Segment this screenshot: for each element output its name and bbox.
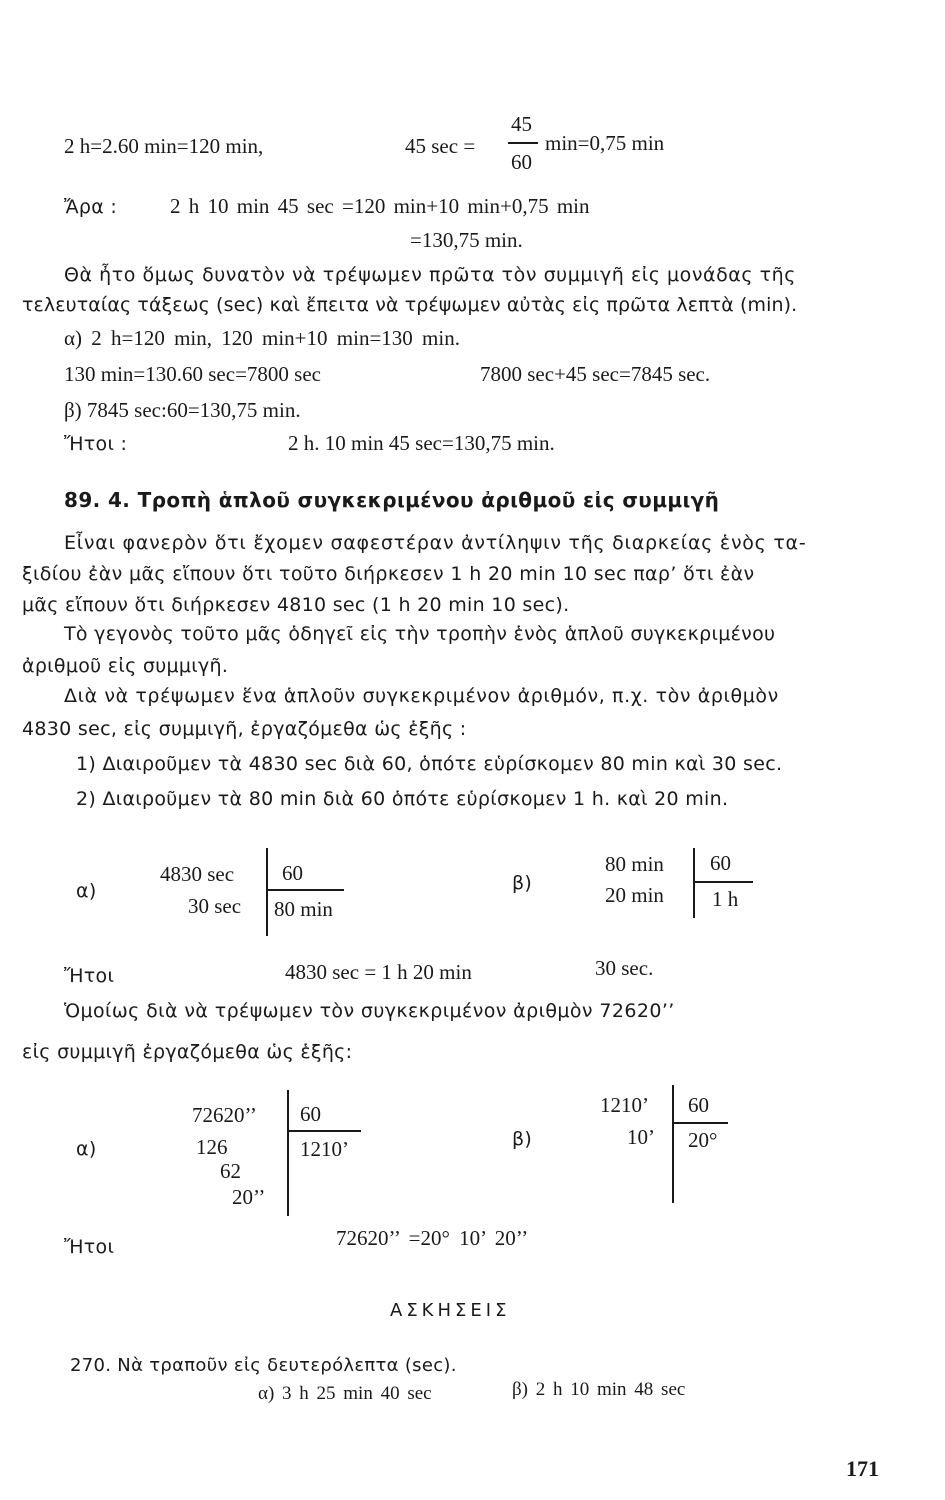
exercise-270-a: α) 3 h 25 min 40 sec: [258, 1383, 432, 1404]
result-expression-tail: 30 sec.: [595, 956, 654, 980]
division-quotient: 1210’: [300, 1137, 349, 1161]
htoi-expression: 2 h. 10 min 45 sec=130,75 min.: [288, 431, 555, 455]
division-bracket-horizontal: [693, 881, 753, 883]
ara-expression: 2 h 10 min 45 sec =120 min+10 min+0,75 min: [170, 194, 590, 218]
division-bracket-horizontal: [266, 889, 344, 891]
division-dividend: 80 min: [605, 852, 664, 876]
division-partial-remainder: 62: [220, 1159, 241, 1183]
division-quotient: 1 h: [712, 887, 739, 911]
paragraph-line: μᾶς εἴπουν ὅτι διήρκεσεν 4810 sec (1 h 20 min 10 sec).: [22, 594, 570, 616]
division-label-alpha: α): [76, 1138, 97, 1160]
division-label-alpha: α): [76, 880, 97, 902]
paragraph-line: 4830 sec, εἰς συμμιγῆ, ἐργαζόμεθα ὡς ἑξῆς :: [22, 718, 467, 740]
division-label-beta: β): [512, 872, 533, 894]
division-bracket-vertical: [672, 1085, 674, 1203]
division-remainder: 20 min: [605, 883, 664, 907]
fraction-numerator: 45: [511, 112, 532, 136]
division-dividend: 4830 sec: [160, 862, 235, 886]
conversion-7800-sec: 7800 sec+45 sec=7845 sec.: [480, 362, 711, 386]
paragraph-line: Διὰ νὰ τρέψωμεν ἕνα ἁπλοῦν συγκεκριμένον ἀριθμόν, π.χ. τὸν ἀριθμὸν: [64, 685, 779, 707]
paragraph-line: Εἶναι φανερὸν ὅτι ἔχομεν σαφεστέραν ἀντίληψιν τῆς διαρκείας ἑνὸς τα-: [64, 532, 807, 554]
conversion-130-min: 130 min=130.60 sec=7800 sec: [64, 362, 321, 386]
result-label: Ἤτοι: [64, 965, 115, 987]
page-number: 171: [846, 1456, 879, 1481]
alpha-conversion: α) 2 h=120 min, 120 min+10 min=130 min.: [64, 326, 460, 350]
fraction-denominator: 60: [511, 150, 532, 174]
paragraph-line: ξιδίου ἐὰν μᾶς εἴπουν ὅτι τοῦτο διήρκεσεν 1 h 20 min 10 sec παρ’ ὅτι ἐὰν: [22, 563, 755, 585]
division-bracket-vertical: [266, 848, 268, 936]
fraction-bar: [508, 142, 538, 144]
result-expression: 4830 sec = 1 h 20 min: [285, 960, 472, 984]
equation-hours-to-min: 2 h=2.60 min=120 min,: [64, 134, 264, 158]
division-partial-remainder: 126: [196, 1135, 228, 1159]
paragraph-line: Ὁμοίως διὰ νὰ τρέψωμεν τὸν συγκεκριμένον ἀριθμὸν 72620’’: [64, 1000, 675, 1022]
division-dividend: 72620’’: [192, 1103, 257, 1127]
division-quotient: 20°: [688, 1128, 718, 1152]
exercise-270-b: β) 2 h 10 min 48 sec: [512, 1379, 686, 1400]
ara-label: Ἄρα :: [64, 196, 118, 218]
beta-conversion: β) 7845 sec:60=130,75 min.: [64, 398, 301, 422]
step-one: 1) Διαιροῦμεν τὰ 4830 sec διὰ 60, ὁπότε εὑρίσκομεν 80 min καὶ 30 sec.: [76, 753, 783, 775]
division-dividend: 1210’: [600, 1093, 649, 1117]
paragraph-line: Τὸ γεγονὸς τοῦτο μᾶς ὁδηγεῖ εἰς τὴν τροπὴν ἑνὸς ἁπλοῦ συγκεκριμένου: [64, 623, 776, 645]
step-two: 2) Διαιροῦμεν τὰ 80 min διὰ 60 ὁπότε εὑρίσκομεν 1 h. καὶ 20 min.: [76, 788, 729, 810]
result-expression: 72620’’ =20° 10’ 20’’: [336, 1226, 529, 1250]
division-bracket-vertical: [693, 848, 695, 918]
htoi-label: Ἤτοι :: [64, 433, 128, 455]
division-bracket-horizontal: [287, 1130, 361, 1132]
section-title: 89. 4. Τροπὴ ἁπλοῦ συγκεκριμένου ἀριθμοῦ εἰς συμμιγῆ: [64, 488, 720, 512]
equation-seconds: 45 sec =: [405, 134, 476, 158]
division-bracket-horizontal: [672, 1122, 728, 1124]
division-divisor: 60: [710, 851, 731, 875]
equation-min-result: min=0,75 min: [545, 131, 665, 155]
division-label-beta: β): [512, 1128, 533, 1150]
division-bracket-vertical: [287, 1090, 289, 1216]
result-label: Ἤτοι: [64, 1236, 115, 1258]
division-quotient: 80 min: [274, 897, 333, 921]
paragraph-line: τελευταίας τάξεως (sec) καὶ ἔπειτα νὰ τρέψωμεν αὐτὰς εἰς πρῶτα λεπτὰ (min).: [22, 294, 798, 316]
division-remainder: 10’: [627, 1125, 655, 1149]
division-divisor: 60: [688, 1093, 709, 1117]
division-divisor: 60: [300, 1102, 321, 1126]
exercise-270: 270. Νὰ τραποῦν εἰς δευτερόλεπτα (sec).: [70, 1355, 457, 1376]
exercises-heading: ΑΣΚΗΣΕΙΣ: [390, 1300, 511, 1321]
division-remainder: 20’’: [232, 1185, 266, 1209]
paragraph-line: εἰς συμμιγῆ ἐργαζόμεθα ὡς ἑξῆς:: [22, 1041, 353, 1063]
division-divisor: 60: [282, 861, 303, 885]
division-remainder: 30 sec: [188, 894, 242, 918]
paragraph-line: ἀριθμοῦ εἰς συμμιγῆ.: [22, 655, 229, 677]
ara-result: =130,75 min.: [410, 228, 523, 252]
paragraph-line: Θὰ ἦτο ὅμως δυνατὸν νὰ τρέψωμεν πρῶτα τὸν συμμιγῆ εἰς μονάδας τῆς: [64, 264, 796, 286]
